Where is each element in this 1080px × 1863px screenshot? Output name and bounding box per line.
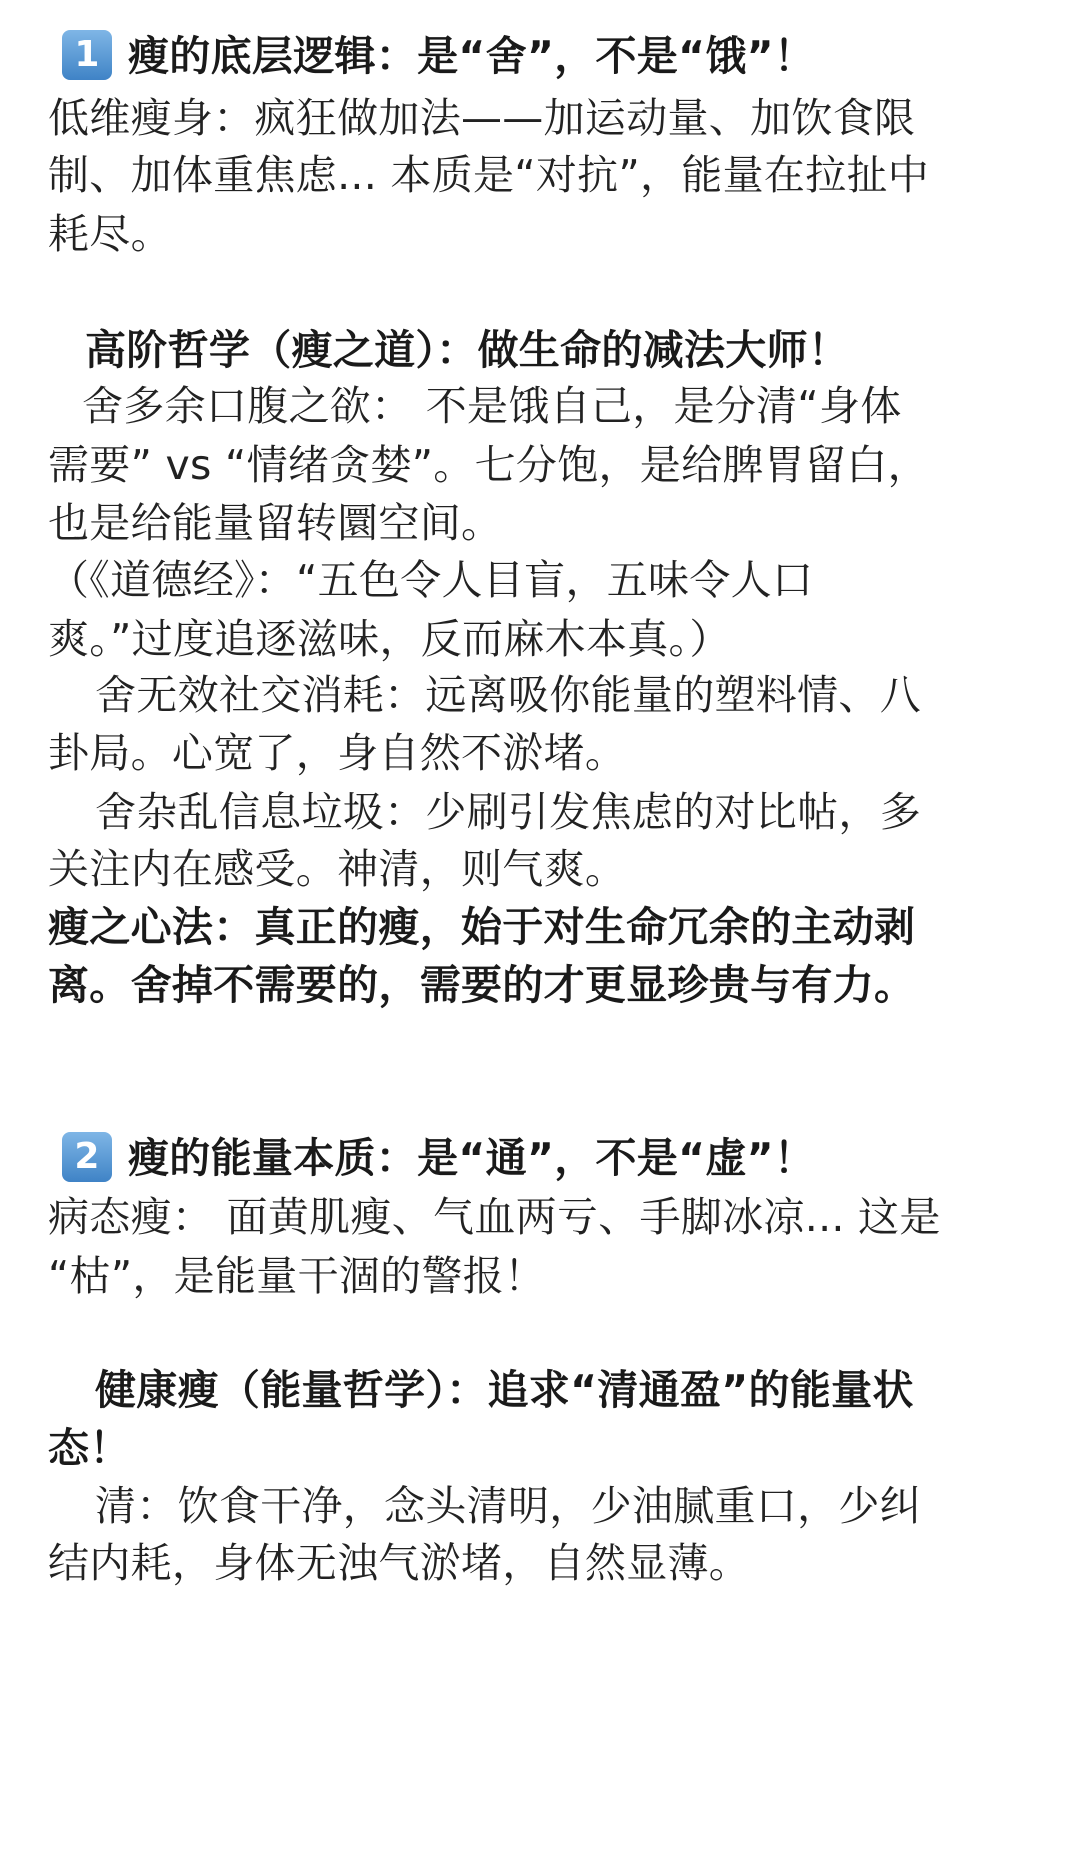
body-line-4: （《道德经》：“五色令人目盲，五味令人口 xyxy=(48,556,814,604)
body-line-7: 卦局。心宽了，身自然不淤堵。 xyxy=(48,729,627,777)
sick-line-1: 病态瘦： 面黄肌瘦、气血两亏、手脚冰凉... 这是 xyxy=(48,1193,941,1241)
number-2-icon: 2 xyxy=(62,1132,112,1182)
healthy-line-2: 态！ xyxy=(48,1424,131,1472)
low-dim-line-1: 低维瘦身：疯狂做加法——加运动量、加饮食限 xyxy=(48,94,916,142)
method-line-2: 离。舍掉不需要的，需要的才更显珍贵与有力。 xyxy=(48,961,916,1009)
number-1-icon: 1 xyxy=(62,30,112,80)
sick-line-2: “枯”，是能量干涸的警报！ xyxy=(48,1252,546,1300)
low-dim-line-2: 制、加体重焦虑... 本质是“对抗”，能量在拉扯中 xyxy=(48,151,930,199)
body-line-8: 舍杂乱信息垃圾：少刷引发焦虑的对比帖，多 xyxy=(95,788,921,836)
body-line-2: 需要” vs “情绪贪婪”。七分饱，是给脾胃留白， xyxy=(48,441,929,489)
body-line-5: 爽。”过度追逐滋味，反而麻木本真。） xyxy=(48,615,731,663)
body-line-9: 关注内在感受。神清，则气爽。 xyxy=(48,845,627,893)
section2-heading: 瘦的能量本质：是“通”，不是“虚”！ xyxy=(128,1134,816,1182)
clear-line-2: 结内耗，身体无浊气淤堵，自然显薄。 xyxy=(48,1539,751,1587)
section1-heading: 瘦的底层逻辑：是“舍”，不是“饿”！ xyxy=(128,32,816,80)
body-line-3: 也是给能量留转圜空间。 xyxy=(48,499,503,547)
body-line-1: 舍多余口腹之欲： 不是饿自己，是分清“身体 xyxy=(82,382,902,430)
section2-heading-row xyxy=(62,1136,1062,1186)
section1-heading-row xyxy=(62,34,1062,84)
high-philosophy-title: 高阶哲学（瘦之道）：做生命的减法大师！ xyxy=(85,326,850,374)
healthy-line-1: 健康瘦（能量哲学）：追求“清通盈”的能量状 xyxy=(95,1366,914,1414)
method-line-1: 瘦之心法：真正的瘦，始于对生命冗余的主动剥 xyxy=(48,903,916,951)
clear-line-1: 清：饮食干净，念头清明，少油腻重口，少纠 xyxy=(95,1482,921,1530)
low-dim-line-3: 耗尽。 xyxy=(48,210,172,258)
body-line-6: 舍无效社交消耗：远离吸你能量的塑料情、八 xyxy=(95,671,921,719)
